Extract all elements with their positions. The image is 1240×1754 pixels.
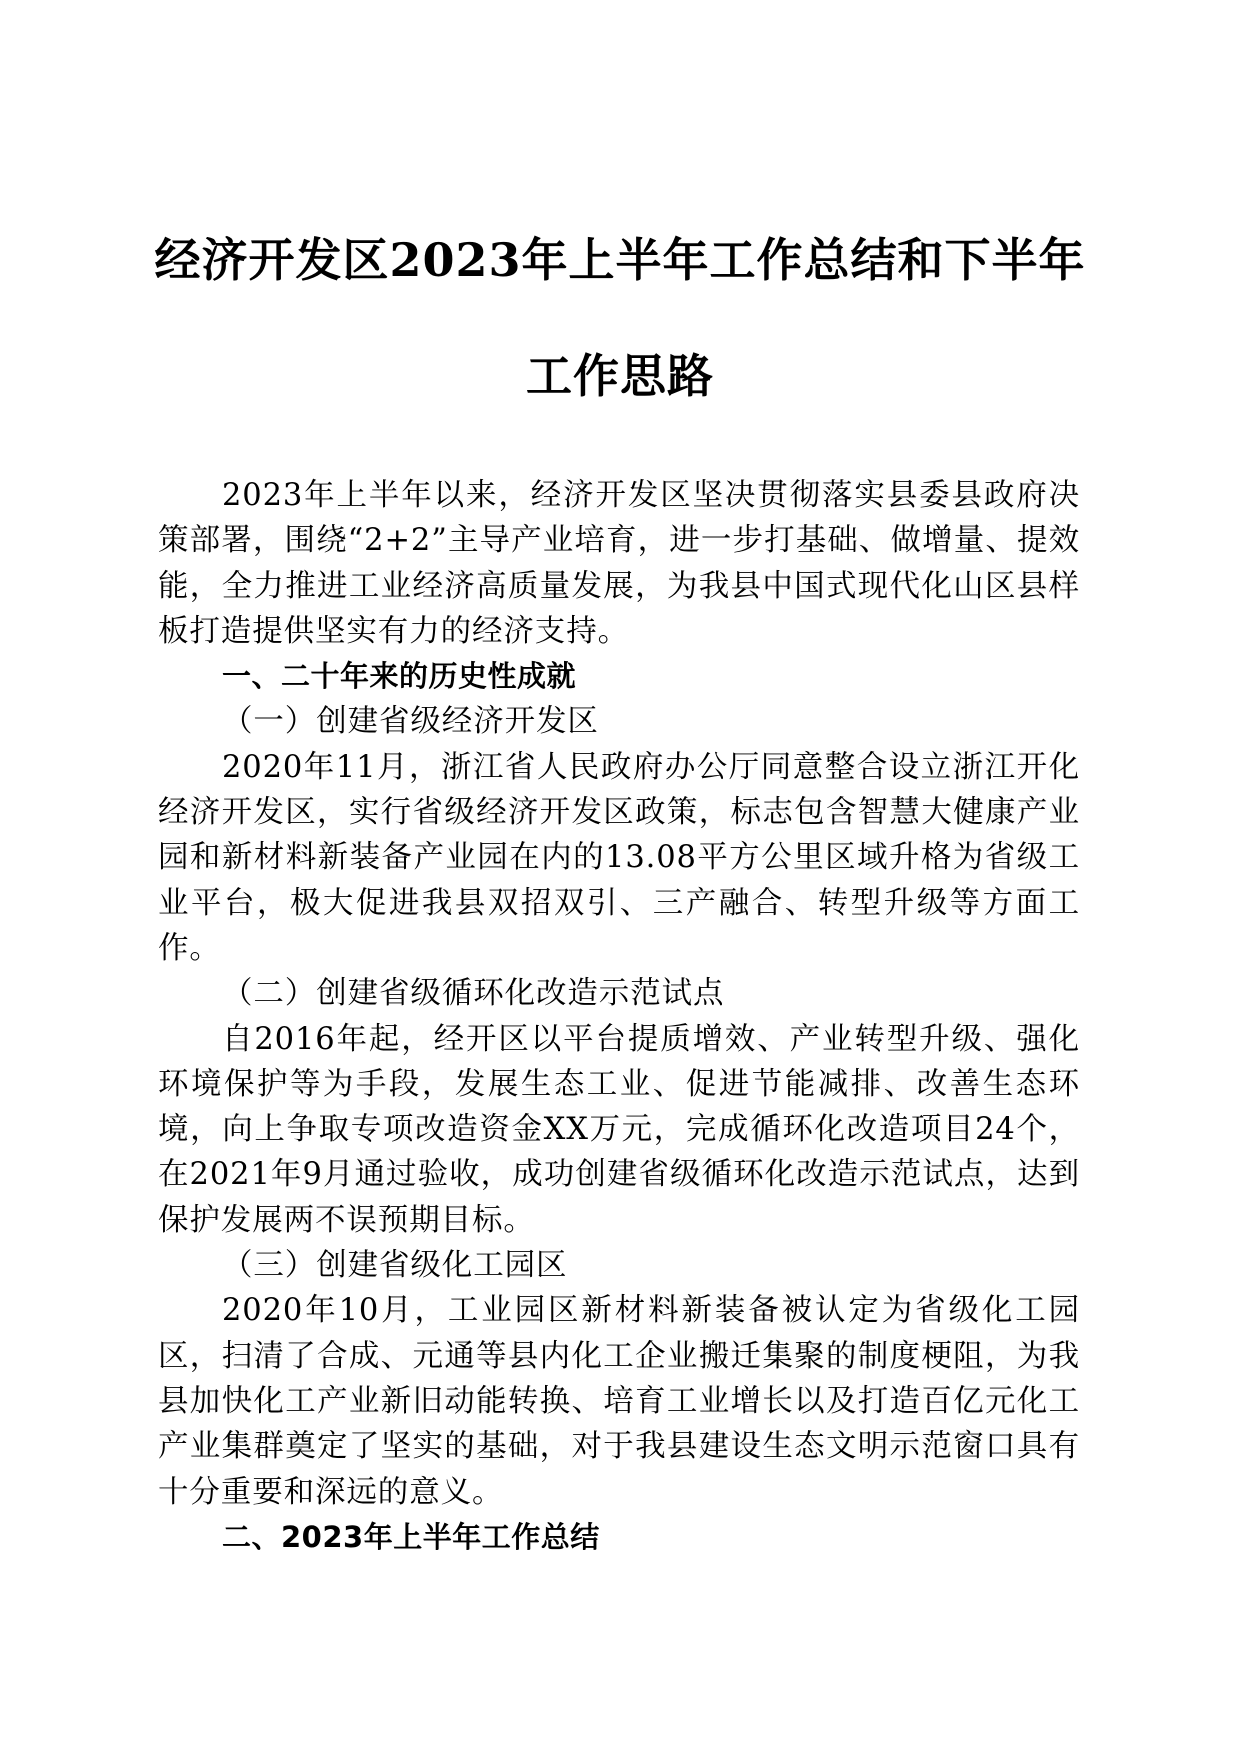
subsection-1-heading: （一）创建省级经济开发区 [222,704,599,740]
document-body [158,473,1080,1560]
section-1-heading: 一、二十年来的历史性成就 [222,659,577,694]
section-2-heading: 二、2023年上半年工作总结 [222,1519,600,1554]
subsection-2-heading: （二）创建省级循环化改造示范试点 [222,976,725,1012]
subsection-1-paragraph: 2020年11月，浙江省人民政府办公厅同意整合设立浙江开化经济开发区，实行省级经济开发区政策，标志包含智慧大健康产业园和新材料新装备产业园在内的13.08平方公里区域升格为省级工业平台，极大促进我县双招双引、三产融合、转型升级等方面工作。 [158,749,1080,966]
document-title-line-2: 工作思路 [526,349,714,403]
subsection-2-paragraph: 自2016年起，经开区以平台提质增效、产业转型升级、强化环境保护等为手段，发展生态工业、促进节能减排、改善生态环境，向上争取专项改造资金XX万元，完成循环化改造项目24个，在2021年9月通过验收，成功创建省级循环化改造示范试点，达到保护发展两不误预期目标。 [158,1021,1080,1238]
subsection-3-paragraph: 2020年10月，工业园区新材料新装备被认定为省级化工园区，扫清了合成、元通等县内化工企业搬迁集聚的制度梗阻，为我县加快化工产业新旧动能转换、培育工业增长以及打造百亿元化工产业集群奠定了坚实的基础，对于我县建设生态文明示范窗口具有十分重要和深远的意义。 [158,1293,1080,1510]
subsection-3-heading: （三）创建省级化工园区 [222,1248,568,1284]
document-title-line-1: 经济开发区2023年上半年工作总结和下半年 [154,233,1086,287]
intro-paragraph: 2023年上半年以来，经济开发区坚决贯彻落实县委县政府决策部署，围绕“2+2”主导产业培育，进一步打基础、做增量、提效能，全力推进工业经济高质量发展，为我县中国式现代化山区县样板打造提供坚实有力的经济支持。 [158,478,1080,649]
